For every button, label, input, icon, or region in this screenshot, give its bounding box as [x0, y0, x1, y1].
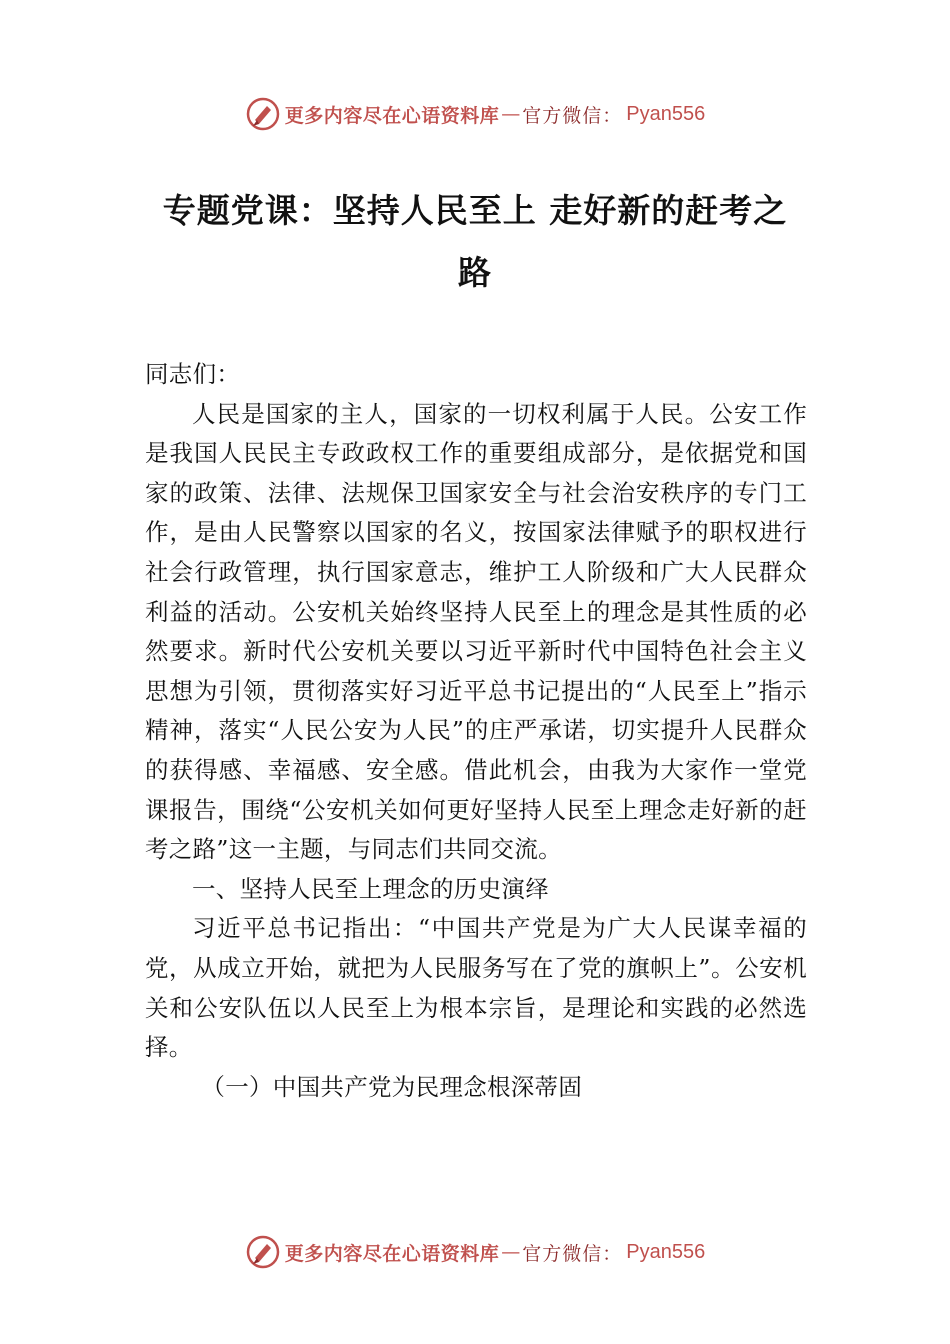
watermark-label: 官方微信： — [522, 1242, 623, 1265]
pen-logo-icon — [245, 1234, 281, 1270]
title-line-1: 专题党课：坚持人民至上 走好新的赶考之 — [162, 191, 788, 230]
paragraph-intro: 人民是国家的主人，国家的一切权利属于人民。公安工作是我国人民民主专政政权工作的重要组成部分，是依据党和国家的政策、法律、法规保卫国家安全与社会治安秩序的专门工作，是由人民警察以国家的名义，按国家法律赋予的职权进行社会行政管理，执行国家意志，维护工人阶级和广大人民群众利益的活动。公安机关始终坚持人民至上的理念是其性质的必然要求。新时代公安机关要以习近平新时代中国特色社会主义思想为引领，贯彻落实好习近平总书记提出的“人民至上”指示精神，落实“人民公安为人民”的庄严承诺，切实提升人民群众的获得感、幸福感、安全感。借此机会，由我为大家作一堂党课报告，围绕“公安机关如何更好坚持人民至上理念走好新的赶考之路”这一主题，与同志们共同交流。 — [145, 399, 807, 864]
watermark-main-text: 更多内容尽在心语资料库 — [284, 1242, 500, 1265]
title-line-2: 路 — [458, 253, 492, 292]
watermark-main-text: 更多内容尽在心语资料库 — [284, 104, 500, 127]
document-title — [135, 180, 815, 304]
document-body — [145, 355, 807, 1107]
salutation: 同志们： — [145, 360, 241, 388]
subsection-heading-1: （一）中国共产党为民理念根深蒂固 — [201, 1072, 583, 1101]
paragraph-section-1: 习近平总书记指出：“中国共产党是为广大人民谋幸福的党，从成立开始，就把为人民服务写在了党的旗帜上”。公安机关和公安队伍以人民至上为根本宗旨，是理论和实践的必然选择。 — [145, 914, 807, 1062]
watermark-wechat-id: Pyan556 — [626, 102, 706, 125]
watermark-wechat-id: Pyan556 — [626, 1240, 706, 1263]
watermark-separator: — — [501, 1241, 521, 1263]
header-watermark — [0, 94, 950, 134]
footer-watermark — [0, 1232, 950, 1272]
section-heading-1: 一、坚持人民至上理念的历史演绎 — [192, 874, 549, 903]
watermark-separator: — — [501, 103, 521, 125]
watermark-label: 官方微信： — [522, 104, 623, 127]
pen-logo-icon — [245, 96, 281, 132]
